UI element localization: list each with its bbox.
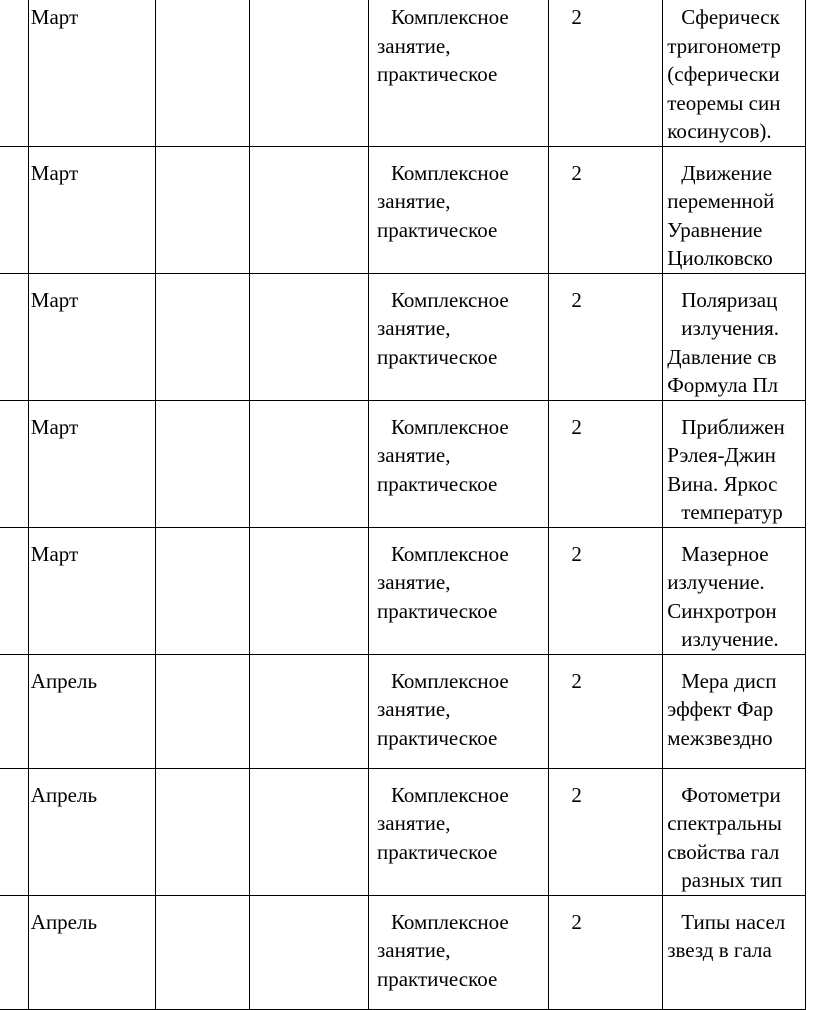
table-row [0,0,806,146]
hours-text: 2 [571,414,582,439]
lesson-type-line: Комплексное [390,909,509,934]
topic-line: звезд в гала [667,938,772,962]
lesson-type-line: Комплексное [390,287,509,312]
table-row [0,146,806,273]
month-text: Апрель [30,782,98,807]
hours-text: 2 [571,287,582,312]
lesson-type-line: Комплексное [390,414,509,439]
lesson-type-line: практическое [376,725,498,750]
month-cell [28,768,155,895]
hours-cell [549,273,663,400]
hours-cell [549,654,663,768]
topic-line: Давление св [667,344,777,369]
topic-line: межзвездно [667,725,773,750]
topic-cell [663,273,806,400]
month-cell [28,527,155,654]
lesson-type-line: Комплексное [390,782,509,807]
topic-line: Циолковско [667,246,773,270]
hours-text: 2 [571,160,582,185]
lesson-type-line: практическое [376,344,498,369]
hours-cell [549,400,663,527]
hours-text: 2 [571,668,582,693]
topic-line: Приближен [681,414,785,439]
hours-cell [549,527,663,654]
lesson-type-cell [368,654,548,768]
lesson-type-line: практическое [376,598,498,623]
month-cell [28,146,155,273]
topic-line: температур [681,500,783,524]
hours-cell [549,0,663,146]
topic-line: Мера дисп [681,668,777,693]
month-cell [28,400,155,527]
topic-line: излучение. [681,627,779,651]
empty-cell [156,527,249,654]
lesson-type-line: Комплексное [390,160,509,185]
lesson-type-line: практическое [376,217,498,242]
topic-line: Поляризац [681,287,778,312]
topic-cell [663,768,806,895]
topic-line: тригонометр [667,33,781,58]
lesson-type-line: занятие, [376,697,451,721]
lesson-type-line: Комплексное [390,668,509,693]
lesson-type-line: практическое [376,62,498,86]
month-cell [28,0,155,146]
empty-cell [156,0,249,146]
lesson-type-line: занятие, [376,443,451,467]
topic-line: Движение [681,160,773,185]
hours-text: 2 [571,909,582,934]
table-row [0,895,806,1009]
lesson-type-line: занятие, [376,189,451,213]
topic-line: Формула Пл [667,373,779,397]
month-cell [28,654,155,768]
empty-cell [249,273,368,400]
hours-cell [549,146,663,273]
lesson-type-cell [368,527,548,654]
topic-line: Сферическ [681,5,780,29]
lesson-type-cell [368,768,548,895]
empty-cell [156,273,249,400]
table-row [0,273,806,400]
topic-cell [663,654,806,768]
empty-cell [249,768,368,895]
row-number-cell [0,895,28,1009]
row-number-cell [0,0,28,146]
topic-line: переменной [667,189,775,213]
month-cell [28,895,155,1009]
topic-line: косинусов). [667,119,772,143]
row-number-cell [0,146,28,273]
topic-line: Фотометри [681,782,781,807]
topic-line: свойства гал [667,839,780,864]
month-cell [28,273,155,400]
table-row [0,400,806,527]
topic-line: излучение. [667,570,765,594]
month-text: Март [30,541,79,566]
lesson-type-cell [368,0,548,146]
lesson-type-line: занятие, [376,33,451,58]
row-number-cell [0,527,28,654]
empty-cell [249,527,368,654]
empty-cell [156,895,249,1009]
topic-line: эффект Фар [667,697,774,721]
topic-cell [663,0,806,146]
month-text: Март [30,287,79,312]
empty-cell [156,400,249,527]
topic-line: Типы насел [681,909,786,934]
topic-line: Синхротрон [667,598,777,623]
topic-cell [663,895,806,1009]
lesson-type-line: Комплексное [390,5,509,29]
empty-cell [249,0,368,146]
hours-text: 2 [571,782,582,807]
topic-cell [663,400,806,527]
topic-cell [663,146,806,273]
month-text: Март [30,5,79,29]
lesson-type-line: практическое [376,839,498,864]
lesson-type-line: практическое [376,966,498,991]
empty-cell [156,768,249,895]
lesson-type-line: занятие, [376,316,451,340]
month-text: Март [30,414,79,439]
month-text: Апрель [30,909,98,934]
lesson-type-line: занятие, [376,811,451,835]
topic-line: Вина. Яркос [667,471,778,496]
lesson-type-cell [368,273,548,400]
lesson-type-line: занятие, [376,570,451,594]
lesson-type-cell [368,400,548,527]
topic-line: (сферически [667,62,780,86]
month-text: Март [30,160,79,185]
topic-line: теоремы син [667,90,781,115]
lesson-type-line: занятие, [376,938,451,962]
topic-line: излучения. [681,316,779,340]
lesson-type-line: практическое [376,471,498,496]
topic-line: спектральны [667,811,782,835]
empty-cell [156,146,249,273]
row-number-cell [0,273,28,400]
hours-text: 2 [571,5,582,29]
topic-line: Рэлея-Джин [667,443,776,467]
table-row [0,527,806,654]
hours-text: 2 [571,541,582,566]
empty-cell [249,146,368,273]
row-number-cell [0,654,28,768]
topic-line: Уравнение [667,217,763,242]
empty-cell [249,400,368,527]
hours-cell [549,768,663,895]
empty-cell [249,895,368,1009]
empty-cell [249,654,368,768]
table-row [0,654,806,768]
hours-cell [549,895,663,1009]
empty-cell [156,654,249,768]
row-number-cell [0,400,28,527]
lesson-type-cell [368,146,548,273]
row-number-cell [0,768,28,895]
topic-cell [663,527,806,654]
lesson-type-cell [368,895,548,1009]
lesson-type-line: Комплексное [390,541,509,566]
topic-line: Мазерное [681,541,769,566]
topic-line: разных тип [681,868,783,892]
month-text: Апрель [30,668,98,693]
table-row [0,768,806,895]
